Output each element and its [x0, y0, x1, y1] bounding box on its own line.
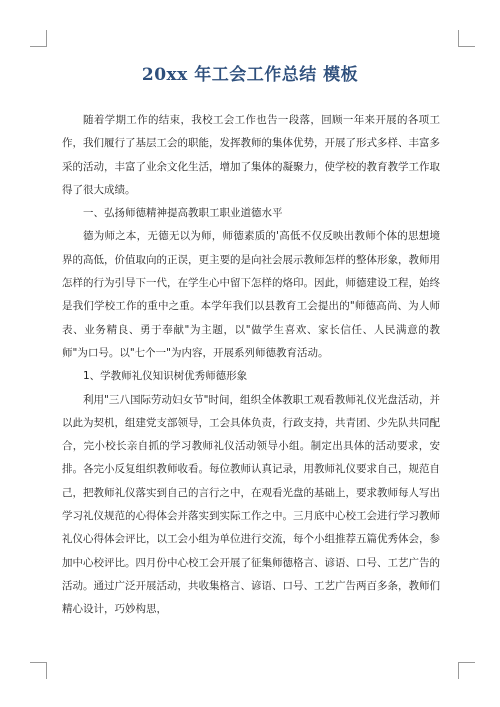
crop-mark-top-right: [458, 30, 475, 47]
subsection-1-paragraph: 利用"三八国际劳动妇女节"时间，组织全体教职工观看教师礼仪光盘活动，并以此为契机，组建党支部领导，工会具体负责，行政支持，共青团、少先队共同配合，完小校长亲自抓的学习教师礼仪活动领导小组。制定出具体的活动要求，安排。各完小反复组织教师收看。每位教师认真记录，用教师礼仪要求自己，规范自己，把教师礼仪落实到自己的言行之中，在观看光盘的基础上，要求教师每人写出学习礼仪规范的心得体会并落实到实际工作之中。三月底中心校工会进行学习教师礼仪心得体会评比，以工会小组为单位进行交流，每个小组推荐五篇优秀体会，参加中心校评比。四月份中心校工会开展了征集师德格言、谚语、口号、工艺广告的活动。通过广泛开展活动，共收集格言、谚语、口号、工艺广告两百多条，教师们精心设计，巧妙构思，: [62, 393, 440, 616]
crop-mark-bottom-right: [458, 662, 475, 679]
section-heading-1: 一、弘扬师德精神提高教职工职业道德水平: [83, 207, 283, 220]
section-1-paragraph: 德为师之本，无德无以为师，师德素质的'高低不仅反映出教师个体的思想境界的高低，价值取向的正误，更主要的是向社会展示教师怎样的整体形象，教师用怎样的行为引导下一代，在学生心中留下怎样的烙印。因此，师德建设工程，始终是我们学校工作的重中之重。本学年我们以县教育工会提出的"师德高尚、为人师表、业务精良、勇于奉献"为主题，以"做学生喜欢、家长信任、人民满意的教师"为口号。以"七个一"为内容，开展系列师德教育活动。: [62, 230, 440, 359]
document-title: 20xx 年工会工作总结 模板: [141, 65, 359, 85]
intro-paragraph: 随着学期工作的结束，我校工会工作也告一段落，回顾一年来开展的各项工作，我们履行了基层工会的职能，发挥教师的集体优势，开展了形式多样、丰富多采的活动，丰富了业余文化生活，增加了集体的凝聚力，使学校的教育教学工作取得了很大成绩。: [62, 114, 440, 196]
crop-mark-bottom-left: [30, 662, 47, 679]
document-body: [62, 109, 440, 622]
subsection-heading-1: 1、学教师礼仪知识树优秀师德形象: [83, 370, 248, 383]
crop-mark-top-left: [30, 30, 47, 47]
